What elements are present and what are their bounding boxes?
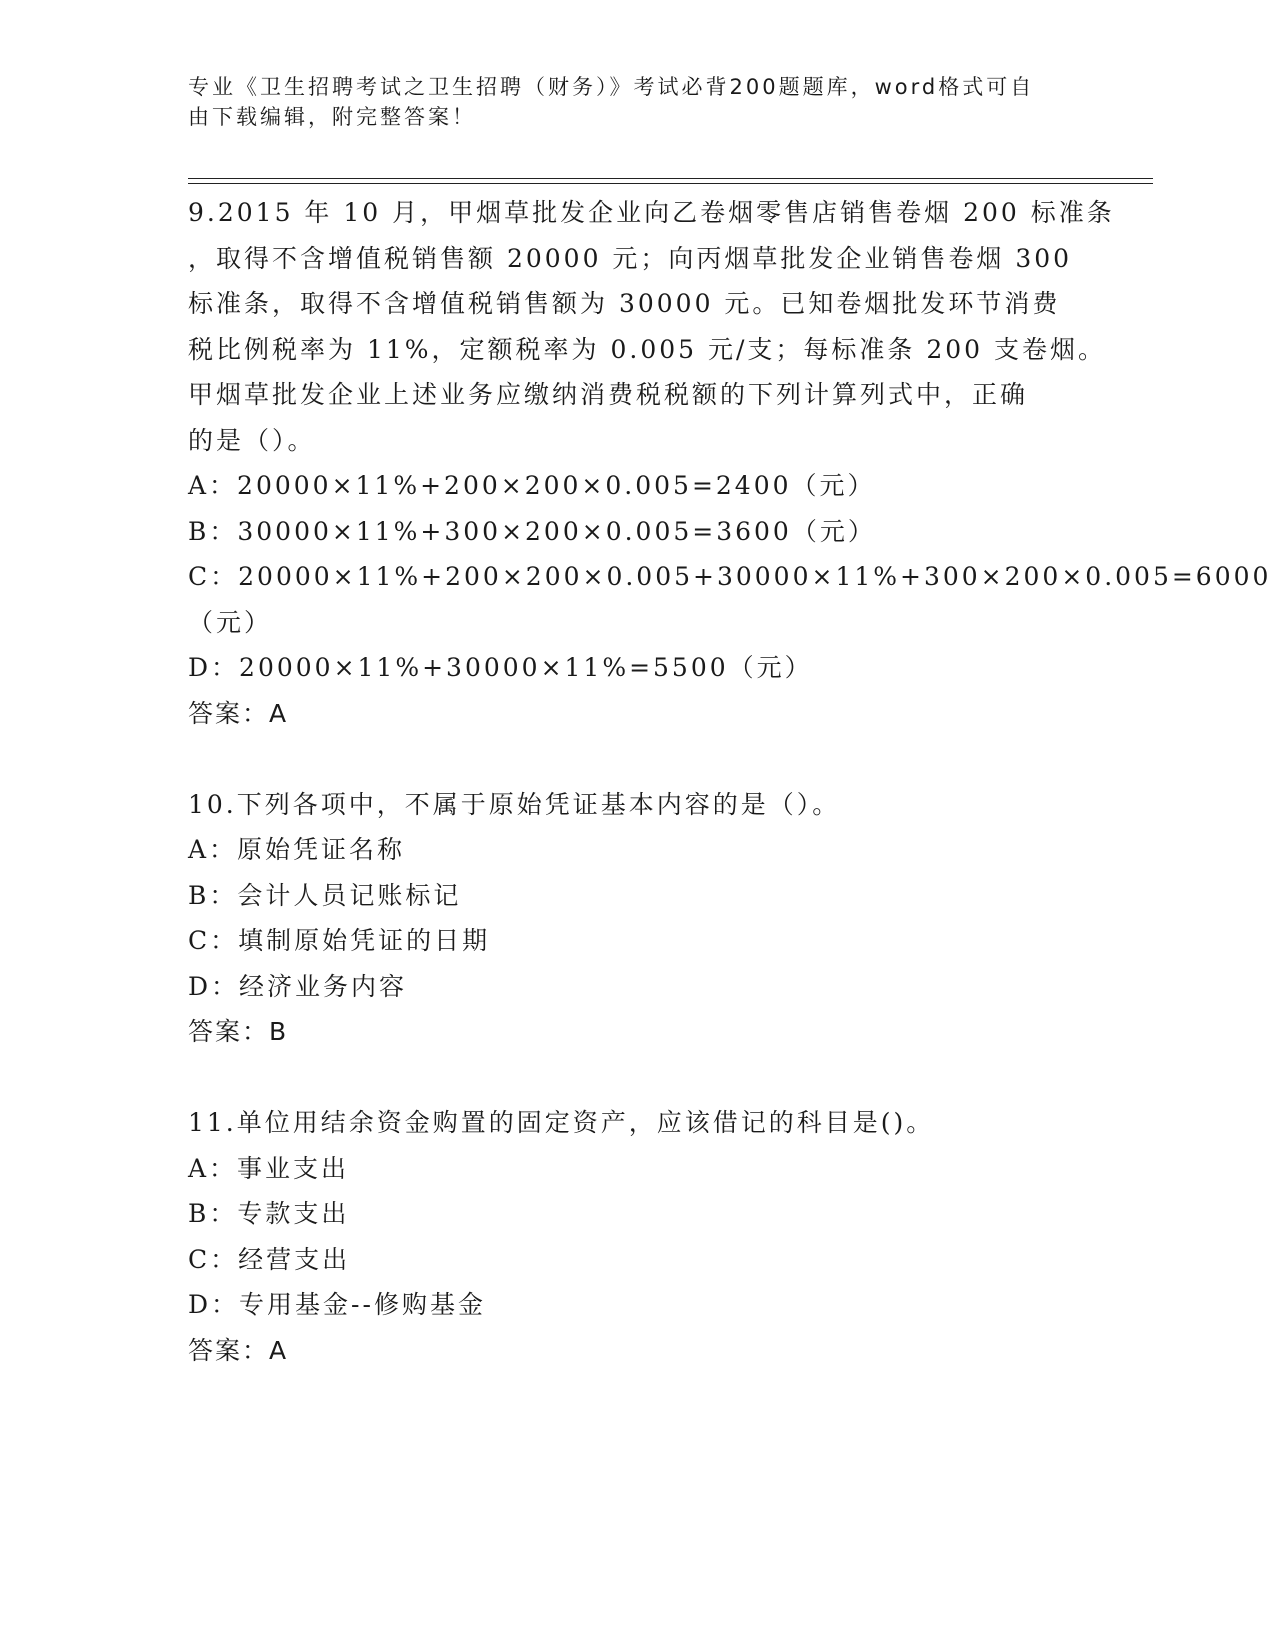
- question-list: [188, 190, 1272, 1373]
- option-d: D：经济业务内容: [188, 971, 408, 1001]
- document-header: [188, 72, 1088, 132]
- option-c: C：填制原始凭证的日期: [188, 926, 491, 955]
- question-9: [188, 190, 1272, 736]
- answer: 答案：B: [188, 1017, 289, 1046]
- option-d: D：专用基金--修购基金: [188, 1290, 486, 1319]
- option-a: A：原始凭证名称: [188, 835, 406, 864]
- question-stem: 10.下列各项中，不属于原始凭证基本内容的是（）。: [188, 789, 841, 819]
- stem-line: 标准条，取得不含增值税销售额为 30000 元。已知卷烟批发环节消费: [188, 289, 1061, 318]
- option-a: A：事业支出: [188, 1153, 350, 1183]
- header-divider-top: [188, 178, 1153, 179]
- option-c: C：20000×11%+200×200×0.005+30000×11%+300×200×0.005=6000: [188, 562, 1272, 591]
- question-10: [188, 782, 1088, 1055]
- option-c: C：经营支出: [188, 1244, 351, 1274]
- question-spacer: [188, 736, 1088, 782]
- stem-line: 的是（）。: [188, 425, 316, 455]
- option-b: B：专款支出: [188, 1199, 350, 1228]
- stem-line: 税比例税率为 11%，定额税率为 0.005 元/支；每标准条 200 支卷烟。: [188, 334, 1107, 364]
- question-spacer: [188, 1055, 1088, 1101]
- option-d: D：20000×11%+30000×11%=5500（元）: [188, 653, 813, 682]
- answer: 答案：A: [188, 698, 289, 728]
- question-stem: 11.单位用结余资金购置的固定资产，应该借记的科目是()。: [188, 1108, 935, 1137]
- option-b: B：30000×11%+300×200×0.005=3600（元）: [188, 516, 876, 546]
- question-stem: [188, 190, 1115, 463]
- stem-line: ，取得不含增值税销售额 20000 元；向丙烟草批发企业销售卷烟 300: [188, 243, 1073, 273]
- option-b: B：会计人员记账标记: [188, 880, 462, 910]
- stem-line: 9.2015 年 10 月，甲烟草批发企业向乙卷烟零售店销售卷烟 200 标准条: [188, 198, 1115, 227]
- option-a: A：20000×11%+200×200×0.005=2400（元）: [188, 471, 876, 500]
- header-line-1: 专业《卫生招聘考试之卫生招聘（财务）》考试必背200题题库，word格式可自: [188, 75, 1035, 99]
- header-divider-bottom: [188, 183, 1153, 184]
- answer: 答案：A: [188, 1335, 289, 1365]
- question-11: [188, 1100, 1088, 1373]
- option-c-continued: （元）: [188, 607, 273, 637]
- stem-line: 甲烟草批发企业上述业务应缴纳消费税税额的下列计算列式中，正确: [188, 380, 1029, 409]
- header-line-2: 由下载编辑，附完整答案！: [188, 105, 476, 129]
